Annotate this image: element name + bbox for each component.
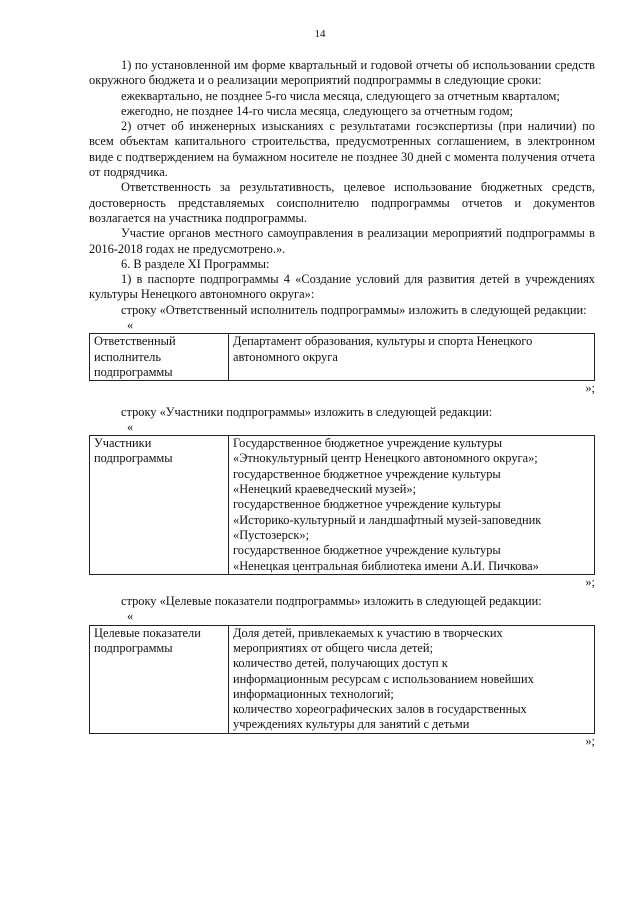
table-row <box>90 436 595 575</box>
table-line: государственное бюджетное учреждение культуры <box>233 543 501 558</box>
paragraph: ежегодно, не позднее 14-го числа месяца, следующего за отчетным годом; <box>121 103 514 118</box>
quote-open: « <box>127 609 134 624</box>
paragraph: 2) отчет об инженерных изысканиях с результатами госэкспертизы (при наличии) по всем объектам капитального строительства, предусмотренных соглашением, в электронном виде с подтверждением на бумажном носителе не позднее 30 дней с момента получения отчета от подрядчика. <box>89 119 595 180</box>
paragraph: ежеквартально, не позднее 5-го числа месяца, следующего за отчетным кварталом; <box>121 88 560 103</box>
document-body <box>89 58 595 749</box>
table-line: информационным ресурсам с использованием новейших <box>233 671 534 686</box>
table-line: количество хореографических залов в государственных <box>233 702 527 717</box>
quote-close: »; <box>585 381 595 396</box>
table-line: «Ненецкий краеведческий музей»; <box>233 482 417 497</box>
table-value-cell <box>229 625 595 733</box>
table-line: «Пустозерск»; <box>233 527 310 542</box>
section-heading: 6. В разделе XI Программы: <box>121 256 270 271</box>
table-line: Доля детей, привлекаемых к участию в творческих <box>233 625 503 640</box>
table-line: «Ненецкая центральная библиотека имени А.И. Пичкова» <box>233 558 539 573</box>
paragraph: Участие органов местного самоуправления в реализации мероприятий подпрограммы в 2016-2018 годах не предусмотрено.». <box>89 226 595 256</box>
quote-open: « <box>127 419 134 434</box>
table-line: учреждениях культуры для занятий с детьми <box>233 717 470 732</box>
passport-table-participants <box>89 435 595 575</box>
table-line: количество детей, получающих доступ к <box>233 656 448 671</box>
paragraph: строку «Участники подпрограммы» изложить в следующей редакции: <box>121 404 493 419</box>
paragraph: строку «Ответственный исполнитель подпрограммы» изложить в следующей редакции: <box>121 302 587 317</box>
table-line: «Историко-культурный и ландшафтный музей-заповедник <box>233 512 542 527</box>
page-number: 14 <box>314 28 326 40</box>
table-line: мероприятиях от общего числа детей; <box>233 640 434 655</box>
paragraph: 1) в паспорте подпрограммы 4 «Создание условий для развития детей в учреждениях культуры Ненецкого автономного округа»: <box>89 272 595 302</box>
table-line: «Этнокультурный центр Ненецкого автономного округа»; <box>233 451 538 466</box>
table-line: информационных технологий; <box>233 686 394 701</box>
table-line: государственное бюджетное учреждение культуры <box>233 497 501 512</box>
paragraph: строку «Целевые показатели подпрограммы» изложить в следующей редакции: <box>121 594 542 609</box>
quote-close: »; <box>585 733 595 748</box>
passport-table-executor <box>89 333 595 381</box>
passport-table-indicators <box>89 625 595 734</box>
table-row <box>90 334 595 381</box>
paragraph: Ответственность за результативность, целевое использование бюджетных средств, достоверность представляемых соисполнителю подпрограммы отчетов и документов возлагается на участника подпрограммы. <box>89 180 595 225</box>
table-label-cell: Ответственный исполнитель подпрограммы <box>90 334 229 381</box>
table-label-cell: Участники подпрограммы <box>90 436 229 575</box>
table-line: Государственное бюджетное учреждение культуры <box>233 436 503 451</box>
table-value-cell: Департамент образования, культуры и спорта Ненецкого автономного округа <box>229 334 595 381</box>
table-label-cell: Целевые показатели подпрограммы <box>90 625 229 733</box>
table-row <box>90 625 595 733</box>
quote-close: »; <box>585 574 595 589</box>
table-line: государственное бюджетное учреждение культуры <box>233 466 501 481</box>
paragraph: 1) по установленной им форме квартальный и годовой отчеты об использовании средств окружного бюджета и о реализации мероприятий подпрограммы в следующие сроки: <box>89 58 595 88</box>
quote-open: « <box>127 318 134 333</box>
table-value-cell <box>229 436 595 575</box>
